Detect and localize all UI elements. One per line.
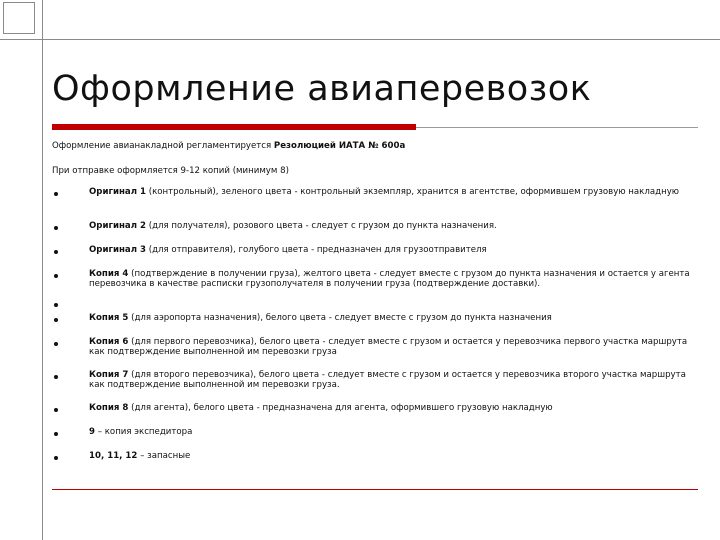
list-item-bold: 10, 11, 12 (89, 451, 138, 461)
intro-line-1-text: Оформление авианакладной регламентируется (52, 141, 274, 151)
list-item-desc: (для отправителя), голубого цвета - предназначен для грузоотправителя (146, 245, 487, 255)
list-item-bold: Копия 6 (89, 337, 129, 347)
list-item-desc: (для получателя), розового цвета - следует с грузом до пункта назначения. (146, 221, 497, 231)
list-item-text (89, 404, 692, 414)
list-item-desc: (для аэропорта назначения), белого цвета - следует вместе с грузом до пункта назначения (128, 313, 552, 323)
list-item-desc: – копия экспедитора (94, 427, 193, 437)
page-title: Оформление авиаперевозок (52, 69, 592, 109)
list-item-bold: Оригинал 3 (89, 245, 146, 255)
title-underline-red (52, 124, 416, 130)
list-item-text (89, 452, 692, 462)
list-item-bold: Оригинал 2 (89, 221, 146, 231)
list-item-bold: Копия 4 (89, 269, 129, 279)
list-item-desc: (контрольный), зеленого цвета - контрольный экземпляр, хранится в агентстве, оформившем грузовую накладную (146, 187, 680, 197)
list-item-text (89, 188, 692, 198)
list-item-desc: (для второго перевозчика), белого цвета - следует вместе с грузом и остается у перевозчика второго участка маршрута как подтверждение выполненной им перевозки груза. (89, 370, 686, 390)
intro-line-1 (52, 141, 405, 152)
list-item-bold: 9 (89, 427, 95, 437)
bullet-dot (54, 250, 58, 254)
list-item-desc: (подтверждение в получении груза), желтого цвета - следует вместе с грузом до пункта назначения и остается у агента перевозчика в качестве расписки грузополучателя в получении груза (подтверждение доставки). (89, 269, 690, 289)
list-item-bold: Копия 7 (89, 370, 129, 380)
bullet-dot (54, 303, 58, 307)
horizontal-guide-line (0, 39, 720, 40)
list-item-text (89, 371, 692, 390)
list-item-desc: (для первого перевозчика), белого цвета - следует вместе с грузом и остается у перевозчика первого участка маршрута как подтверждение выполненной им перевозки груза (89, 337, 688, 357)
bullet-dot (54, 456, 58, 460)
bullet-dot (54, 226, 58, 230)
list-item-bold: Оригинал 1 (89, 187, 146, 197)
list-item-bold: Копия 5 (89, 313, 129, 323)
bullet-dot (54, 432, 58, 436)
bullet-dot (54, 408, 58, 412)
intro-line-2: При отправке оформляется 9-12 копий (минимум 8) (52, 166, 289, 176)
bullet-dot (54, 342, 58, 346)
corner-square (3, 2, 35, 34)
title-underline-gray (416, 127, 698, 128)
intro-line-1-bold: Резолюцией ИАТА № 600а (273, 141, 406, 151)
list-item-desc: (для агента), белого цвета - предназначена для агента, оформившего грузовую накладную (128, 403, 553, 413)
list-item-bold: Копия 8 (89, 403, 129, 413)
bullet-dot (54, 375, 58, 379)
list-item-text (89, 428, 692, 438)
bullet-dot (54, 274, 58, 278)
list-item-text (89, 270, 692, 289)
list-item-text (89, 222, 692, 232)
bottom-rule (52, 489, 698, 490)
vertical-guide-line (42, 0, 43, 540)
list-item-text (89, 338, 692, 357)
bullet-dot (54, 318, 58, 322)
bullet-dot (54, 192, 58, 196)
list-item-desc: – запасные (137, 451, 191, 461)
list-item-text (89, 314, 692, 324)
list-item-text (89, 246, 692, 256)
